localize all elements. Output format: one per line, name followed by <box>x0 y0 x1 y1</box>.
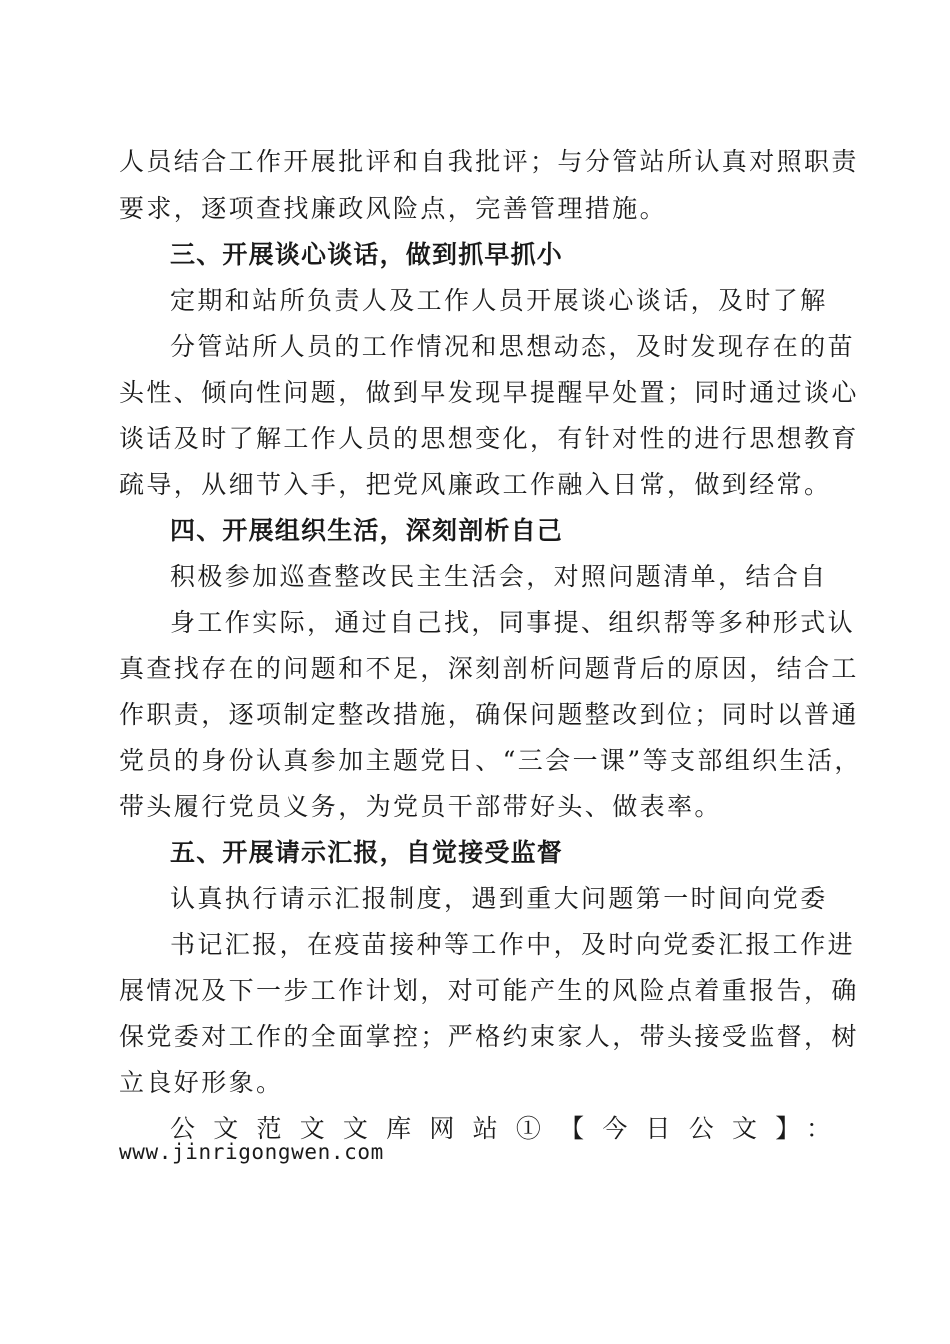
source-url: www.jinrigongwen.com <box>119 1140 384 1164</box>
section-heading-4: 四、开展组织生活，深刻剖析自己 <box>170 516 564 545</box>
paragraph-line: 立良好形象。 <box>119 1068 284 1097</box>
paragraph-line: 作职责，逐项制定整改措施，确保问题整改到位；同时以普通 <box>119 700 859 729</box>
paragraph-line: 身工作实际，通过自己找，同事提、组织帮等多种形式认 <box>170 608 856 637</box>
paragraph-line: 真查找存在的问题和不足，深刻剖析问题背后的原因，结合工 <box>119 654 859 683</box>
section-heading-3: 三、开展谈心谈话，做到抓早抓小 <box>170 240 564 269</box>
paragraph-line: 展情况及下一步工作计划，对可能产生的风险点着重报告，确 <box>119 976 859 1005</box>
paragraph-line: 党员的身份认真参加主题党日、“三会一课”等支部组织生活， <box>119 746 862 775</box>
paragraph-line: 带头履行党员义务，为党员干部带好头、做表率。 <box>119 792 722 821</box>
paragraph-line: 谈话及时了解工作人员的思想变化，有针对性的进行思想教育 <box>119 424 859 453</box>
paragraph-line: 人员结合工作开展批评和自我批评；与分管站所认真对照职责 <box>119 147 859 176</box>
paragraph-line: 疏导，从细节入手，把党风廉政工作融入日常，做到经常。 <box>119 470 832 499</box>
source-label: 公文范文文库网站①【今日公文】： <box>170 1114 831 1143</box>
paragraph-line: 保党委对工作的全面掌控；严格约束家人，带头接受监督，树 <box>119 1022 859 1051</box>
paragraph-line: 分管站所人员的工作情况和思想动态，及时发现存在的苗 <box>170 332 856 361</box>
paragraph-line: 积极参加巡查整改民主生活会，对照问题清单，结合自 <box>170 562 828 591</box>
paragraph-line: 要求，逐项查找廉政风险点，完善管理措施。 <box>119 194 668 223</box>
paragraph-line: 书记汇报，在疫苗接种等工作中，及时向党委汇报工作进 <box>170 930 856 959</box>
section-heading-5: 五、开展请示汇报，自觉接受监督 <box>170 838 564 867</box>
paragraph-line: 头性、倾向性问题，做到早发现早提醒早处置；同时通过谈心 <box>119 378 859 407</box>
paragraph-line: 定期和站所负责人及工作人员开展谈心谈话，及时了解 <box>170 286 828 315</box>
paragraph-line: 认真执行请示汇报制度，遇到重大问题第一时间向党委 <box>170 884 828 913</box>
